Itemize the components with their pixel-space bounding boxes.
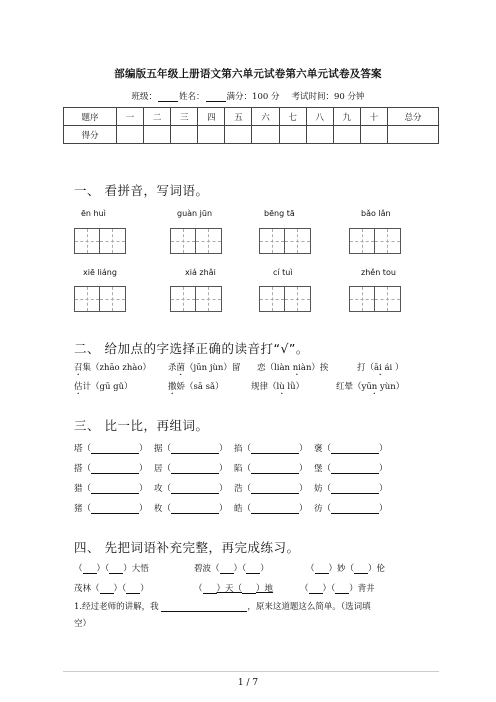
score-table-cell: 得分 [64,126,117,144]
answer-blank[interactable] [251,484,299,494]
idiom-text: ）（ [322,584,336,594]
answer-blank[interactable] [251,464,299,474]
dotted-char: 撒 [168,382,177,392]
score-table-cell: 三 [171,108,198,126]
dotted-char: 菌 [176,363,186,373]
answer-blank[interactable] [331,464,379,474]
answer-blank[interactable] [171,504,219,514]
compare-char: 妨 [314,484,323,494]
dotted-char[interactable]: 打（āi ái ） · [357,363,403,373]
compare-char: 陷 [234,464,243,474]
class-blank[interactable] [158,92,178,102]
answer-blank[interactable] [171,484,219,494]
dotted-char: 估 [74,382,83,392]
section-3-heading: 三、 比一比，再组词。 [74,418,209,433]
idiom-blank[interactable] [100,584,114,594]
writing-grid[interactable] [349,286,401,312]
idiom-blank[interactable] [354,564,368,574]
section-4-heading: 四、 先把词语补充完整，再完成练习。 [74,540,300,555]
dotted-char[interactable]: 晕（yūn yùn） · [345,382,405,392]
compare-char: 猪 [74,504,83,514]
score-input-cell[interactable] [333,126,360,144]
idiom-text: ） [140,584,149,594]
compare-char: 搭 [74,464,83,474]
score-table-cell: 题序 [64,108,117,126]
answer-blank[interactable] [91,504,139,514]
reading-choice[interactable]: 集（zhāo zhào） [82,363,151,373]
idiom-blank[interactable] [335,584,349,594]
compare-char: 浩 [234,484,243,494]
writing-grid[interactable] [170,286,222,312]
score-input-cell[interactable] [360,126,387,144]
idiom-text: （ [74,564,83,574]
score-table-cell: 十 [360,108,387,126]
pinyin-label: ēn huì [81,209,106,218]
idiom-text: ）（ [113,584,127,594]
idiom-text: ）天（ [216,584,243,594]
page-number: 1 / 7 [237,678,259,688]
score-table-cell: 九 [333,108,360,126]
compare-char: 堡 [314,464,323,474]
score-table-cell: 八 [306,108,333,126]
idiom-blank[interactable] [220,564,234,574]
page-title: 部编版五年级上册语文第六单元试卷第六单元试卷及答案 [114,68,382,80]
writing-grid[interactable] [74,228,126,254]
score-input-cell[interactable] [388,126,439,144]
dotted-char: 召 [74,363,83,373]
answer-blank[interactable] [161,602,247,612]
score-table [63,107,439,144]
pinyin-label: zhěn tou [361,268,396,277]
score-input-cell[interactable] [198,126,225,144]
idiom-blank[interactable] [242,584,256,594]
writing-grid[interactable] [259,228,311,254]
score-input-cell[interactable] [306,126,333,144]
idiom-blank[interactable] [83,564,97,574]
section-1-heading: 一、 看拼音，写词语。 [74,183,209,198]
writing-grid[interactable] [74,286,126,312]
idiom-text: ） [260,564,269,574]
dotted-char[interactable]: 律（lù lǜ） · [260,382,305,392]
writing-grid[interactable] [349,228,401,254]
answer-blank[interactable] [331,484,379,494]
plain-char: 红 [336,382,345,392]
score-table-cell: 七 [279,108,306,126]
plain-char: 恋 [257,363,266,373]
score-input-cell[interactable] [225,126,252,144]
score-input-cell[interactable] [144,126,171,144]
writing-grid[interactable] [259,286,311,312]
dotted-char[interactable]: （liàn niàn）挨 · [266,363,329,373]
idiom-blank[interactable] [203,584,217,594]
score-table-cell: 五 [225,108,252,126]
reading-choice[interactable]: （jūn jùn）留 [185,363,241,373]
pinyin-label: bǎo lǎn [361,209,391,218]
name-blank[interactable] [206,92,226,102]
answer-blank[interactable] [91,464,139,474]
answer-blank[interactable] [171,464,219,474]
score-table-cell: 六 [252,108,279,126]
pinyin-label: xiē liáng [83,268,117,277]
compare-char: 据 [154,444,163,454]
score-table-score-row [64,126,439,144]
answer-blank[interactable] [171,444,219,454]
pinyin-label: bēng tā [264,209,295,218]
name-label: 姓名： [179,92,205,102]
plain-char: 杀 [168,363,177,373]
idiom-text: ）（ [96,564,110,574]
footer-divider [63,671,439,672]
compare-char: 塔 [74,444,83,454]
compare-char: 猎 [74,484,83,494]
idiom-text: （ [300,584,309,594]
writing-grid[interactable] [170,228,222,254]
idiom-text: ）地 [256,584,274,594]
compare-char: 褒 [314,444,323,454]
question-text: 1.经过老师的讲解，我 [74,602,159,612]
question-1 [74,600,371,612]
compare-char: 居 [154,464,163,474]
score-input-cell[interactable] [252,126,279,144]
answer-blank[interactable] [251,504,299,514]
score-input-cell[interactable] [117,126,144,144]
compare-char: 枚 [154,504,163,514]
question-text: ，原来这道题这么简单。（选词填 [247,602,371,612]
score-table-header-row [64,108,439,126]
score-table-cell: 总分 [388,108,439,126]
class-label: 班级： [131,92,158,102]
plain-char: 规 [251,382,260,392]
section-2-heading: 二、 给加点的字选择正确的读音打“√”。 [74,341,309,356]
question-1-continued: 空） [74,619,92,629]
time-label: 考试时间：90 分钟 [291,92,365,102]
idiom-text: ）妙（ [328,564,355,574]
idiom-text: ）背井 [349,584,375,594]
pinyin-label: cí tuì [273,268,293,277]
score-label: 满分：100 分 [226,92,280,102]
idiom-blank[interactable] [309,584,323,594]
idiom-blank[interactable] [246,564,260,574]
idiom-text: ）伦 [368,564,386,574]
idiom-text: 碧波（ [194,564,220,574]
reading-choice[interactable]: 娇（sā sǎ） [176,382,224,392]
compare-char: 攻 [154,484,163,494]
answer-blank[interactable] [91,444,139,454]
answer-blank[interactable] [331,444,379,454]
score-table-cell: 四 [198,108,225,126]
idiom-text: ）大悟 [123,564,149,574]
idiom-blank[interactable] [126,584,140,594]
idiom-blank[interactable] [315,564,329,574]
pinyin-label: guàn jūn [177,209,213,218]
exam-info [0,90,496,102]
compare-char: 皓 [234,504,243,514]
idiom-text: （ [194,584,203,594]
answer-blank[interactable] [331,504,379,514]
score-table-cell: 一 [117,108,144,126]
idiom-blank[interactable] [109,564,123,574]
answer-blank[interactable] [91,484,139,494]
pinyin-label: xiá zhǎi [185,268,216,277]
idiom-text: 茂林（ [74,584,100,594]
score-input-cell[interactable] [171,126,198,144]
score-table-cell: 二 [144,108,171,126]
idiom-text: （ [306,564,315,574]
score-input-cell[interactable] [279,126,306,144]
compare-char: 掐 [234,444,243,454]
reading-choice[interactable]: 计（gū gǔ） [82,382,133,392]
compare-char: 彷 [314,504,323,514]
idiom-text: ）（ [233,564,247,574]
answer-blank[interactable] [251,444,299,454]
